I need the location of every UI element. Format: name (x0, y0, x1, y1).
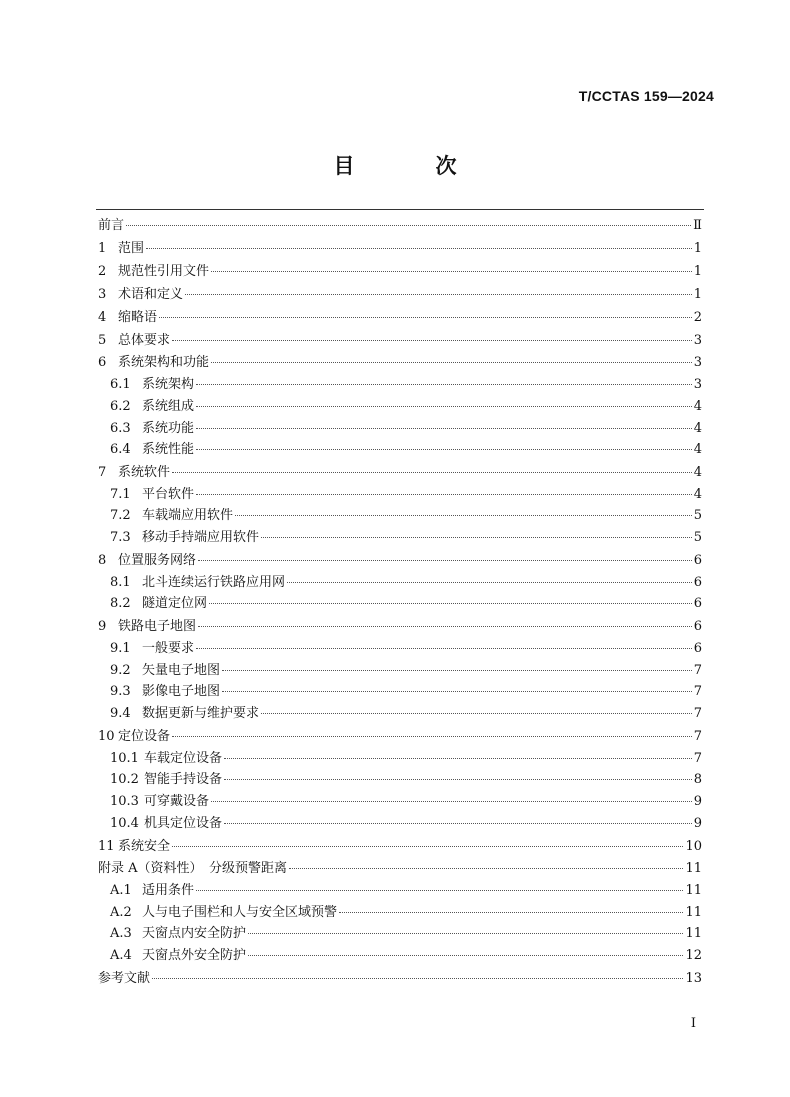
toc-entry-page: 6 (693, 553, 702, 568)
toc-entry[interactable] (98, 284, 702, 306)
toc-entry-label (98, 307, 157, 329)
toc-entry-title: 天窗点外安全防护 (142, 948, 247, 964)
toc-entry-title: 术语和定义 (118, 286, 184, 302)
toc-entry[interactable] (98, 505, 702, 527)
toc-entry-number: 10 (98, 728, 115, 744)
toc-entry-label (98, 330, 170, 352)
toc-entry-label (110, 681, 220, 703)
toc-entry-page: 4 (693, 486, 702, 502)
toc-entry[interactable] (98, 550, 702, 572)
dot-leader (126, 224, 691, 226)
toc-entry-title: 车载端应用软件 (142, 508, 234, 524)
toc-entry-label (110, 748, 222, 770)
toc-entry-title: 铁路电子地图 (118, 619, 197, 635)
toc-entry-label (98, 261, 209, 283)
toc-entry-number: A.4 (110, 948, 132, 964)
toc-entry-number: 9.4 (110, 706, 131, 721)
toc-entry[interactable] (98, 748, 702, 770)
toc-entry-page: 13 (685, 971, 702, 986)
dot-leader (209, 602, 692, 604)
dot-leader (248, 954, 683, 956)
toc-entry[interactable] (98, 484, 702, 506)
toc-entry-label (110, 593, 207, 615)
toc-entry[interactable] (98, 968, 702, 990)
toc-entry-number: 1 (98, 241, 107, 257)
toc-entry-label (98, 968, 150, 990)
toc-entry-page: 8 (693, 772, 702, 788)
toc-entry-page: 7 (693, 662, 702, 678)
dot-leader (224, 757, 692, 759)
dot-leader (196, 383, 692, 385)
toc-entry-title: 位置服务网络 (118, 553, 197, 568)
toc-entry-title: 系统组成 (142, 398, 195, 414)
toc-entry[interactable] (98, 813, 702, 835)
toc-entry-label (110, 572, 285, 594)
toc-entry-page: 7 (693, 728, 702, 744)
toc-entry-title: 人与电子围栏和人与安全区域预警 (142, 904, 338, 920)
toc-entry-title: 北斗连续运行铁路应用网 (142, 574, 286, 590)
toc-entry-title: 前言 (98, 218, 125, 234)
dot-leader (185, 293, 692, 295)
toc-entry-label (98, 462, 170, 484)
toc-entry[interactable] (98, 880, 702, 902)
toc-entry-label (110, 527, 259, 549)
toc-entry-label (110, 505, 233, 527)
toc-entry-title: 移动手持端应用软件 (142, 530, 260, 546)
toc-entry[interactable] (98, 593, 702, 615)
top-divider (96, 209, 704, 210)
toc-entry-number: A.3 (110, 926, 132, 942)
toc-entry-label (110, 418, 194, 440)
dot-leader (235, 514, 692, 516)
dot-leader (196, 448, 692, 450)
toc-entry[interactable] (98, 858, 702, 880)
toc-entry-number: 8.1 (110, 574, 131, 590)
toc-entry-page: 3 (693, 377, 702, 393)
toc-entry-label (98, 284, 183, 306)
toc-entry-label (98, 836, 170, 858)
toc-entry-number: 6.4 (110, 442, 131, 458)
toc-entry-title: 可穿戴设备 (144, 793, 210, 809)
dot-leader (222, 669, 692, 671)
toc-entry-label (110, 769, 222, 791)
toc-entry-title: 总体要求 (118, 332, 171, 348)
toc-entry-page: 5 (693, 530, 702, 546)
toc-entry-number: 7.1 (110, 486, 131, 502)
toc-entry-number: 7 (98, 465, 107, 481)
toc-entry-title: 系统性能 (142, 442, 195, 458)
toc-entry-page: 9 (693, 793, 702, 809)
toc-entry-page: 11 (685, 861, 702, 877)
toc-entry[interactable] (98, 769, 702, 791)
toc-entry-page: 4 (693, 398, 702, 414)
dot-leader (261, 536, 692, 538)
toc-entry-number: 10.1 (110, 750, 139, 766)
toc-entry[interactable] (98, 616, 702, 638)
toc-entry-page: 2 (693, 309, 702, 325)
toc-entry-title: 适用条件 (142, 883, 195, 899)
toc-entry-label (98, 726, 170, 748)
page-title: 目 次 (333, 154, 487, 178)
toc-entry-page: 4 (693, 442, 702, 458)
dot-leader (248, 932, 683, 934)
toc-entry-page: 6 (693, 574, 702, 590)
toc-entry[interactable] (98, 572, 702, 594)
toc-entry-number: 10.2 (110, 772, 139, 788)
toc-entry[interactable] (98, 527, 702, 549)
toc-entry-title: 智能手持设备 (144, 772, 223, 788)
dot-leader (224, 822, 692, 824)
toc-entry-page: 4 (693, 420, 702, 436)
toc-entry-title: 系统功能 (142, 420, 195, 436)
dot-leader (198, 625, 692, 627)
toc-entry-number: 2 (98, 263, 107, 279)
toc-entry[interactable] (98, 215, 702, 237)
toc-entry-page: 6 (693, 596, 702, 612)
toc-entry-number: 11 (98, 838, 115, 854)
toc-entry[interactable] (98, 307, 702, 329)
toc-entry-label (110, 945, 246, 967)
toc-entry[interactable] (98, 638, 702, 660)
toc-entry-number: 6.3 (110, 420, 131, 436)
toc-entry-number: 10.4 (110, 815, 139, 831)
toc-entry-label (110, 813, 222, 835)
toc-entry-page: 6 (693, 619, 702, 635)
toc-entry-label (98, 858, 287, 880)
toc-entry-number: 9 (98, 619, 107, 635)
toc-entry-title: 天窗点内安全防护 (142, 926, 247, 942)
toc-entry[interactable] (98, 945, 702, 967)
toc-entry-page: 7 (693, 684, 702, 700)
toc-entry-label (110, 374, 194, 396)
toc-entry[interactable] (98, 703, 702, 725)
dot-leader (172, 339, 692, 341)
dot-leader (152, 977, 683, 979)
toc-entry-number: A.2 (110, 904, 132, 920)
toc-entry[interactable] (98, 462, 702, 484)
toc-entry-page: 4 (693, 465, 702, 481)
toc-entry[interactable] (98, 923, 702, 945)
toc-entry-number: 10.3 (110, 793, 139, 809)
toc-entry[interactable] (98, 330, 702, 352)
toc-entry-title: 系统软件 (118, 465, 171, 481)
toc-entry-title: 系统安全 (118, 838, 171, 854)
toc-entry-number: 9.1 (110, 640, 131, 656)
toc-entry-page: 11 (685, 926, 702, 942)
dot-leader (339, 911, 683, 913)
toc-entry-label (110, 880, 194, 902)
toc-entry-page: 3 (693, 355, 702, 371)
toc-entry-number: 6.2 (110, 398, 131, 414)
dot-leader (211, 361, 692, 363)
toc-entry-label (110, 791, 209, 813)
toc-entry-number: 9.3 (110, 684, 131, 700)
toc-entry-label (110, 703, 259, 725)
toc-entry-page: 12 (685, 948, 702, 964)
dot-leader (289, 867, 683, 869)
dot-leader (196, 427, 692, 429)
dot-leader (159, 316, 692, 318)
dot-leader (196, 889, 683, 891)
toc-entry-number: 8 (98, 553, 107, 568)
dot-leader (224, 778, 692, 780)
toc-entry-title: 缩略语 (118, 309, 158, 325)
toc-entry-page: 9 (693, 815, 702, 831)
toc-entry-number: 6.1 (110, 377, 131, 393)
toc-entry-title: 规范性引用文件 (118, 263, 210, 279)
table-of-contents (98, 214, 702, 990)
toc-entry-title: 机具定位设备 (144, 815, 223, 831)
toc-entry-title: 矢量电子地图 (142, 662, 221, 678)
dot-leader (222, 690, 692, 692)
toc-entry-title: 系统架构和功能 (118, 355, 210, 371)
toc-entry-number: A.1 (110, 883, 132, 899)
toc-entry-label (110, 484, 194, 506)
dot-leader (172, 471, 692, 473)
toc-entry-number: 4 (98, 309, 107, 325)
toc-entry[interactable] (98, 261, 702, 283)
toc-entry-title: 影像电子地图 (142, 684, 221, 700)
toc-entry-page: 7 (693, 706, 702, 721)
toc-entry-label (110, 638, 194, 660)
toc-entry[interactable] (98, 681, 702, 703)
dot-leader (196, 647, 692, 649)
toc-entry-title: 定位设备 (118, 728, 171, 744)
toc-entry-page: 6 (693, 640, 702, 656)
toc-entry[interactable] (98, 836, 702, 858)
toc-entry[interactable] (98, 374, 702, 396)
toc-entry-title: 系统架构 (142, 377, 195, 393)
toc-entry[interactable] (98, 660, 702, 682)
dot-leader (172, 735, 692, 737)
toc-entry-label (110, 660, 220, 682)
toc-entry-title: 数据更新与维护要求 (142, 706, 260, 721)
toc-entry-page: Ⅱ (693, 218, 702, 234)
toc-entry[interactable] (98, 726, 702, 748)
toc-entry-label (98, 215, 124, 237)
toc-entry-label (110, 902, 337, 924)
toc-entry-number: 7.2 (110, 508, 131, 524)
toc-entry-title: 一般要求 (142, 640, 195, 656)
dot-leader (172, 845, 683, 847)
toc-entry[interactable] (98, 418, 702, 440)
dot-leader (198, 559, 692, 561)
toc-entry-number: 8.2 (110, 596, 131, 612)
toc-entry-label (98, 352, 209, 374)
dot-leader (196, 493, 692, 495)
document-code: T/CCTAS 159—2024 (578, 88, 714, 104)
toc-entry-label (98, 550, 196, 572)
toc-entry[interactable] (98, 396, 702, 418)
toc-entry-page: 11 (685, 883, 702, 899)
toc-entry-title: 参考文献 (98, 971, 151, 986)
toc-entry-page: 3 (693, 332, 702, 348)
toc-entry-number: 7.3 (110, 530, 131, 546)
dot-leader (211, 270, 692, 272)
toc-entry-title: 车载定位设备 (144, 750, 223, 766)
toc-entry-title: 范围 (118, 241, 145, 257)
toc-entry-title: 隧道定位网 (142, 596, 208, 612)
toc-entry-number: 3 (98, 286, 107, 302)
toc-entry[interactable] (98, 791, 702, 813)
toc-entry-number: 9.2 (110, 662, 131, 678)
toc-entry-label (110, 396, 194, 418)
toc-entry-label (98, 616, 196, 638)
toc-entry-page: 7 (693, 750, 702, 766)
toc-entry[interactable] (98, 352, 702, 374)
toc-entry[interactable] (98, 902, 702, 924)
dot-leader (211, 800, 692, 802)
toc-entry-page: 1 (693, 286, 702, 302)
toc-entry-number: 6 (98, 355, 107, 371)
toc-entry-label (110, 923, 246, 945)
toc-entry-number: 附录 A (98, 861, 138, 877)
toc-entry-page: 1 (693, 241, 702, 257)
toc-entry[interactable] (98, 439, 702, 461)
toc-entry-page: 10 (685, 838, 702, 854)
toc-entry-page: 11 (685, 904, 702, 920)
dot-leader (261, 712, 692, 714)
page-number: I (690, 1016, 696, 1031)
toc-entry-number: 5 (98, 332, 107, 348)
toc-entry-title: 平台软件 (142, 486, 195, 502)
toc-entry[interactable] (98, 238, 702, 260)
toc-entry-page: 5 (693, 508, 702, 524)
dot-leader (287, 581, 692, 583)
toc-entry-title: （资料性） 分级预警距离 (137, 861, 288, 877)
dot-leader (196, 405, 692, 407)
toc-entry-label (110, 439, 194, 461)
dot-leader (146, 247, 692, 249)
toc-entry-page: 1 (693, 263, 702, 279)
toc-entry-label (98, 238, 144, 260)
